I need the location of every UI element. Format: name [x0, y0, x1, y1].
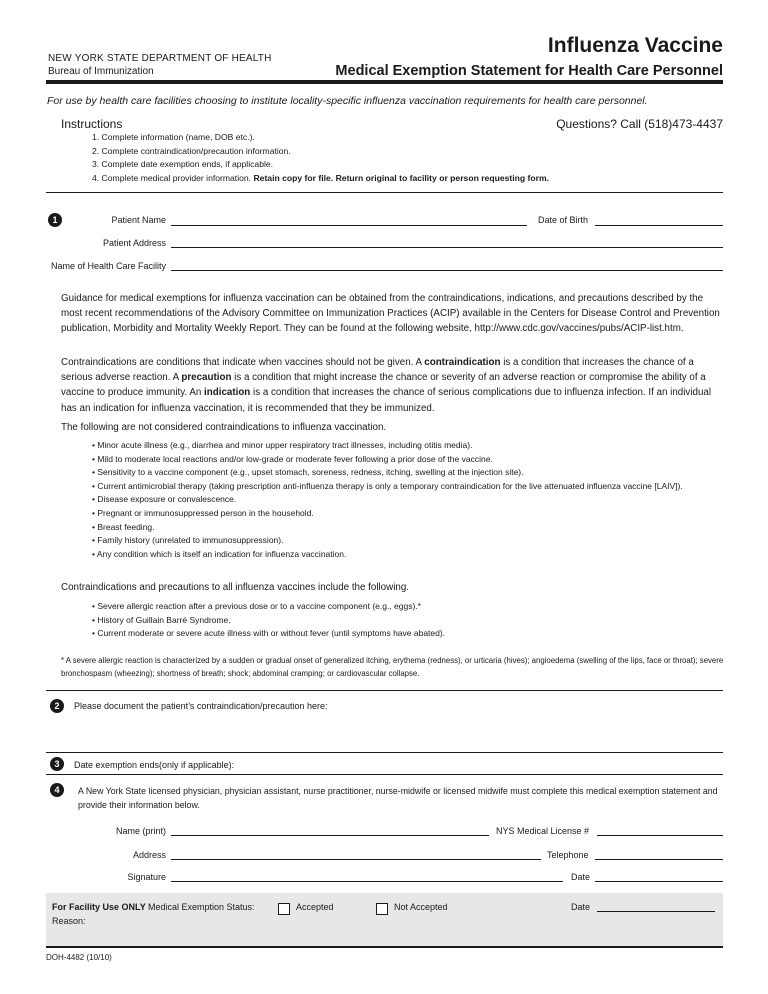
questions-phone: Questions? Call (518)473-4437 [556, 117, 723, 131]
list-item: • Disease exposure or convalescence. [92, 494, 237, 505]
bureau-name: Bureau of Immunization [48, 66, 154, 77]
telephone-field[interactable] [595, 859, 723, 860]
definitions-paragraph: Contraindications are conditions that indicate when vaccines should not be given. A contraindication is a condition that increases the chance of a serious adverse reaction. A precaution is a condition that might increase the chance or severity of an adverse reaction or compromise the ability of a vaccine to produce immunity. An indication is a condition that increases the chance of serious complications due to influenza infection. If an individual has an indication for influenza vaccination, it is recommended that they be immunized. [61, 357, 712, 414]
contraindication-label: Please document the patient’s contraindication/precaution here: [74, 701, 328, 711]
form-title: Influenza Vaccine [547, 34, 723, 57]
not-accepted-label: Not Accepted [394, 902, 448, 912]
patient-address-label: Patient Address [102, 238, 166, 248]
instruction-item-bold: Retain copy for file. Return original to facility or person requesting form. [253, 172, 550, 183]
signature-label: Signature [127, 872, 166, 882]
step-1-badge: 1 [48, 213, 62, 227]
instruction-item: 2. Complete contraindication/precaution information. [92, 145, 291, 156]
facility-date-label: Date [571, 902, 591, 912]
telephone-label: Telephone [547, 850, 589, 860]
license-field[interactable] [597, 835, 723, 836]
instruction-item-text: 4. Complete medical provider information. [92, 172, 252, 183]
patient-address-field[interactable] [171, 247, 723, 248]
list-item: • Any condition which is itself an indication for influenza vaccination. [92, 548, 347, 559]
section-rule [46, 774, 723, 775]
provider-date-field[interactable] [595, 881, 723, 882]
provider-address-label: Address [132, 850, 166, 860]
section-rule [46, 690, 723, 691]
not-contraindications-heading: The following are not considered contraindications to influenza vaccination. [61, 422, 387, 433]
patient-name-label: Patient Name [111, 215, 166, 225]
accepted-label: Accepted [296, 902, 334, 912]
list-item: • Family history (unrelated to immunosuppression). [92, 535, 284, 546]
list-item: • Pregnant or immunosuppressed person in the household. [92, 507, 314, 518]
facility-name-field[interactable] [171, 270, 723, 271]
step-4-badge: 4 [50, 783, 64, 797]
list-item: • Severe allergic reaction after a previous dose or to a vaccine component (e.g., eggs).* [92, 601, 421, 611]
section-rule [46, 752, 723, 753]
exemption-status-label: Medical Exemption Status: [148, 902, 255, 912]
department-name: NEW YORK STATE DEPARTMENT OF HEALTH [48, 53, 272, 64]
department-header [48, 52, 272, 78]
header-rule [46, 80, 723, 84]
guidance-paragraph: Guidance for medical exemptions for influenza vaccination can be obtained from the contraindications, indications, and precautions described by the most recent recommendations of the Advisory Committee on Immunization Practices (ACIP) available in the Centers for Disease Control and Prevention publication, Morbidity and Mortality Weekly Report. They can be found at the following website, http://www.cdc.gov/vaccines/pubs/ACIP-list.htm. [61, 293, 720, 335]
contraindication-input[interactable] [74, 715, 723, 749]
list-item: • Mild to moderate local reactions and/or low-grade or moderate fever following a prior dose of the vaccine. [92, 453, 493, 464]
instruction-item: 1. Complete information (name, DOB etc.). [92, 132, 255, 142]
contraindications-heading: Contraindications and precautions to all influenza vaccines include the following. [61, 582, 410, 593]
step-2-badge: 2 [50, 699, 64, 713]
provider-name-label: Name (print) [115, 826, 166, 836]
allergy-footnote: * A severe allergic reaction is characterized by a sudden or gradual onset of generalized itching, erythema (redness), or urticaria (hives); angioedema (swelling of the lips, face or throat); severe bronchospasm (wheezing); shortness of breath; shock; abdominal cramping; or cardiovascular collapse. [61, 656, 724, 678]
step-3-badge: 3 [50, 757, 64, 771]
provider-address-field[interactable] [171, 859, 541, 860]
form-number: DOH-4482 (10/10) [46, 953, 112, 962]
exemption-end-input[interactable] [250, 757, 723, 773]
list-item: • Current antimicrobial therapy (taking prescription anti-influenza therapy is only a temporary contraindication for the live attenuated influenza vaccine [LAIV]). [92, 480, 683, 491]
reason-label: Reason: [52, 916, 86, 926]
form-title-block [335, 34, 723, 81]
instruction-item: 3. Complete date exemption ends, if applicable. [92, 159, 274, 169]
instructions-heading: Instructions [61, 117, 123, 131]
reason-input[interactable] [82, 914, 715, 928]
signature-field[interactable] [171, 881, 563, 882]
instructions-rule [46, 192, 723, 193]
intro-text: For use by health care facilities choosing to institute locality-specific influenza vaccination requirements for health care personnel. [47, 95, 648, 107]
instructions-list [92, 131, 549, 185]
facility-use-label: For Facility Use ONLY [52, 902, 146, 912]
provider-instructions: A New York State licensed physician, physician assistant, nurse practitioner, nurse-midwife or licensed midwife must complete this medical exemption statement and provide their information below. [78, 786, 718, 810]
dob-label: Date of Birth [538, 215, 589, 225]
provider-name-field[interactable] [171, 835, 489, 836]
facility-name-label: Name of Health Care Facility [50, 261, 166, 271]
contraindications-list [92, 600, 725, 641]
list-item: • Sensitivity to a vaccine component (e.g., upset stomach, soreness, redness, itching, swelling at the injection site). [92, 467, 524, 478]
facility-date-field[interactable] [597, 911, 715, 912]
list-item: • Breast feeding. [92, 521, 155, 532]
list-item: • History of Guillain Barré Syndrome. [92, 614, 231, 625]
exemption-end-label: Date exemption ends(only if applicable): [74, 760, 235, 770]
form-subtitle: Medical Exemption Statement for Health Care Personnel [335, 63, 723, 79]
footer-rule [46, 946, 723, 948]
list-item: • Minor acute illness (e.g., diarrhea and minor upper respiratory tract illnesses, including otitis media). [92, 440, 473, 450]
not-contraindications-list [92, 439, 725, 561]
provider-date-label: Date [571, 872, 591, 882]
dob-field[interactable] [595, 225, 723, 226]
instruction-item [92, 172, 549, 186]
list-item: • Current moderate or severe acute illness with or without fever (until symptoms have abated). [92, 628, 446, 639]
license-label: NYS Medical License # [496, 826, 590, 836]
patient-name-field[interactable] [171, 225, 527, 226]
